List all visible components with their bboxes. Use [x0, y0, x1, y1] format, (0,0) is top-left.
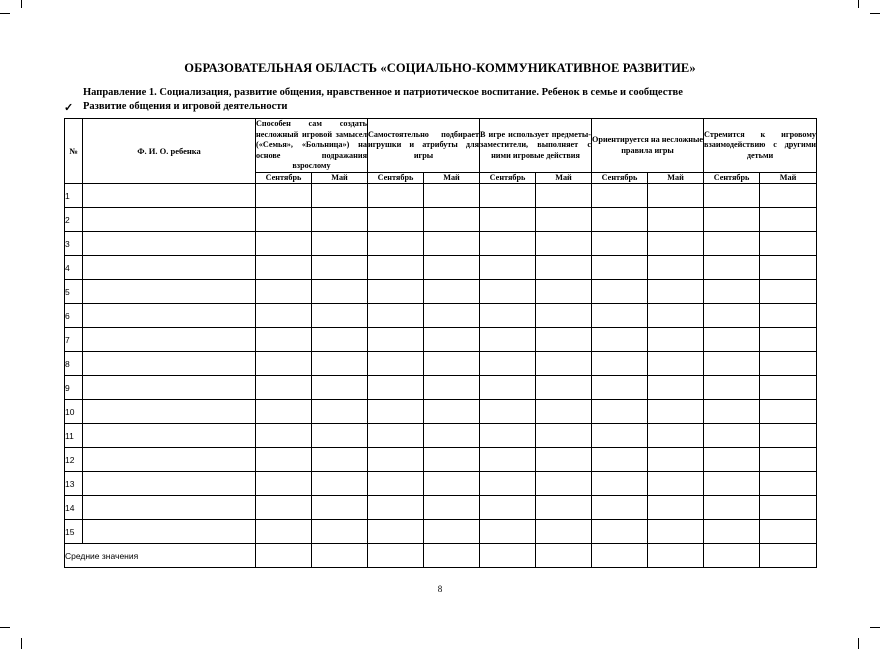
row-number: 5 — [65, 280, 83, 304]
row-number: 13 — [65, 472, 83, 496]
score-cell[interactable] — [704, 520, 760, 544]
score-cell[interactable] — [592, 280, 648, 304]
average-value-cell[interactable] — [536, 544, 592, 568]
column-header-number: № — [65, 119, 83, 184]
score-cell[interactable] — [424, 376, 480, 400]
score-cell[interactable] — [760, 232, 817, 256]
score-cell[interactable] — [760, 256, 817, 280]
score-cell[interactable] — [536, 424, 592, 448]
score-cell[interactable] — [648, 496, 704, 520]
score-cell[interactable] — [760, 424, 817, 448]
score-cell[interactable] — [760, 304, 817, 328]
score-cell[interactable] — [704, 424, 760, 448]
score-cell[interactable] — [536, 352, 592, 376]
score-cell[interactable] — [312, 304, 368, 328]
score-cell[interactable] — [592, 448, 648, 472]
score-cell[interactable] — [424, 280, 480, 304]
score-cell[interactable] — [256, 520, 312, 544]
score-cell[interactable] — [592, 400, 648, 424]
score-cell[interactable] — [368, 424, 424, 448]
score-cell[interactable] — [704, 280, 760, 304]
score-cell[interactable] — [424, 496, 480, 520]
score-cell[interactable] — [480, 328, 536, 352]
month-header-september: Сентябрь — [592, 173, 648, 184]
score-cell[interactable] — [704, 376, 760, 400]
checkmark-icon: ✓ — [64, 102, 74, 114]
average-value-cell[interactable] — [592, 544, 648, 568]
score-cell[interactable] — [424, 520, 480, 544]
average-label: Средние значения — [65, 544, 256, 568]
table-row — [65, 280, 817, 304]
score-cell[interactable] — [592, 256, 648, 280]
column-header-name: Ф. И. О. ребенка — [83, 119, 256, 184]
score-cell[interactable] — [704, 400, 760, 424]
score-cell[interactable] — [256, 376, 312, 400]
score-cell[interactable] — [536, 496, 592, 520]
subsection-heading: Развитие общения и игровой деятельности — [83, 101, 288, 112]
score-cell[interactable] — [312, 280, 368, 304]
score-cell[interactable] — [256, 448, 312, 472]
average-value-cell[interactable] — [760, 544, 817, 568]
score-cell[interactable] — [648, 280, 704, 304]
average-value-cell[interactable] — [256, 544, 312, 568]
month-header-september: Сентябрь — [704, 173, 760, 184]
score-cell[interactable] — [648, 472, 704, 496]
child-name-cell[interactable] — [83, 304, 256, 328]
table-row — [65, 256, 817, 280]
score-cell[interactable] — [760, 472, 817, 496]
score-cell[interactable] — [536, 448, 592, 472]
score-cell[interactable] — [704, 448, 760, 472]
score-cell[interactable] — [480, 256, 536, 280]
score-cell[interactable] — [312, 424, 368, 448]
score-cell[interactable] — [312, 208, 368, 232]
child-name-cell[interactable] — [83, 496, 256, 520]
score-cell[interactable] — [648, 376, 704, 400]
row-number: 1 — [65, 184, 83, 208]
score-cell[interactable] — [312, 472, 368, 496]
score-cell[interactable] — [648, 352, 704, 376]
crop-mark — [858, 638, 859, 649]
score-cell[interactable] — [648, 328, 704, 352]
score-cell[interactable] — [536, 328, 592, 352]
score-cell[interactable] — [760, 400, 817, 424]
crop-mark — [0, 13, 10, 14]
score-cell[interactable] — [648, 448, 704, 472]
score-cell[interactable] — [368, 208, 424, 232]
score-cell[interactable] — [648, 208, 704, 232]
score-cell[interactable] — [704, 184, 760, 208]
score-cell[interactable] — [424, 256, 480, 280]
table-row — [65, 448, 817, 472]
score-cell[interactable] — [312, 352, 368, 376]
row-number: 3 — [65, 232, 83, 256]
average-value-cell[interactable] — [480, 544, 536, 568]
score-cell[interactable] — [536, 232, 592, 256]
score-cell[interactable] — [424, 232, 480, 256]
row-number: 4 — [65, 256, 83, 280]
table-row — [65, 232, 817, 256]
table-row — [65, 400, 817, 424]
page-number: 8 — [437, 584, 443, 594]
score-cell[interactable] — [312, 400, 368, 424]
score-cell[interactable] — [536, 304, 592, 328]
score-cell[interactable] — [256, 328, 312, 352]
row-number: 14 — [65, 496, 83, 520]
score-cell[interactable] — [536, 256, 592, 280]
child-name-cell[interactable] — [83, 328, 256, 352]
score-cell[interactable] — [760, 520, 817, 544]
score-cell[interactable] — [424, 208, 480, 232]
score-cell[interactable] — [592, 376, 648, 400]
score-cell[interactable] — [480, 208, 536, 232]
score-cell[interactable] — [424, 184, 480, 208]
score-cell[interactable] — [256, 424, 312, 448]
score-cell[interactable] — [480, 280, 536, 304]
table-row — [65, 376, 817, 400]
score-cell[interactable] — [424, 448, 480, 472]
score-cell[interactable] — [704, 256, 760, 280]
crop-mark — [21, 0, 22, 8]
score-cell[interactable] — [312, 520, 368, 544]
child-name-cell[interactable] — [83, 280, 256, 304]
score-cell[interactable] — [368, 232, 424, 256]
score-cell[interactable] — [480, 496, 536, 520]
month-header-may: Май — [536, 173, 592, 184]
score-cell[interactable] — [368, 400, 424, 424]
row-number: 11 — [65, 424, 83, 448]
score-cell[interactable] — [368, 472, 424, 496]
column-header-criterion: Самостоятельно подбирает игрушки и атрибуты для игры — [368, 119, 480, 173]
score-cell[interactable] — [424, 328, 480, 352]
child-name-cell[interactable] — [83, 520, 256, 544]
score-cell[interactable] — [760, 352, 817, 376]
month-header-may: Май — [312, 173, 368, 184]
score-cell[interactable] — [536, 208, 592, 232]
average-value-cell[interactable] — [648, 544, 704, 568]
score-cell[interactable] — [312, 376, 368, 400]
column-header-criterion: Способен сам создать несложный игровой замысел («Семья», «Больница») на основе подражания взрослому — [256, 119, 368, 173]
table-row — [65, 520, 817, 544]
score-cell[interactable] — [256, 496, 312, 520]
score-cell[interactable] — [760, 280, 817, 304]
score-cell[interactable] — [648, 256, 704, 280]
month-header-may: Май — [648, 173, 704, 184]
score-cell[interactable] — [704, 304, 760, 328]
child-name-cell[interactable] — [83, 232, 256, 256]
row-number: 7 — [65, 328, 83, 352]
score-cell[interactable] — [704, 208, 760, 232]
score-cell[interactable] — [256, 280, 312, 304]
score-cell[interactable] — [592, 496, 648, 520]
child-name-cell[interactable] — [83, 184, 256, 208]
score-cell[interactable] — [312, 328, 368, 352]
row-number: 9 — [65, 376, 83, 400]
row-number: 10 — [65, 400, 83, 424]
child-name-cell[interactable] — [83, 424, 256, 448]
score-cell[interactable] — [648, 400, 704, 424]
table-row — [65, 472, 817, 496]
score-cell[interactable] — [648, 424, 704, 448]
child-name-cell[interactable] — [83, 256, 256, 280]
score-cell[interactable] — [312, 256, 368, 280]
score-cell[interactable] — [312, 232, 368, 256]
score-cell[interactable] — [592, 328, 648, 352]
score-cell[interactable] — [480, 448, 536, 472]
assessment-table — [64, 118, 817, 568]
score-cell[interactable] — [368, 376, 424, 400]
score-cell[interactable] — [256, 184, 312, 208]
score-cell[interactable] — [648, 184, 704, 208]
score-cell[interactable] — [480, 352, 536, 376]
average-value-cell[interactable] — [368, 544, 424, 568]
score-cell[interactable] — [536, 520, 592, 544]
score-cell[interactable] — [592, 472, 648, 496]
score-cell[interactable] — [592, 352, 648, 376]
score-cell[interactable] — [760, 376, 817, 400]
score-cell[interactable] — [480, 424, 536, 448]
row-number: 15 — [65, 520, 83, 544]
score-cell[interactable] — [424, 400, 480, 424]
score-cell[interactable] — [648, 232, 704, 256]
column-header-criterion: Стремится к игровому взаимодействию с другими детьми — [704, 119, 817, 173]
score-cell[interactable] — [592, 208, 648, 232]
month-header-may: Май — [760, 173, 817, 184]
score-cell[interactable] — [256, 472, 312, 496]
row-number: 2 — [65, 208, 83, 232]
score-cell[interactable] — [368, 496, 424, 520]
score-cell[interactable] — [368, 280, 424, 304]
score-cell[interactable] — [536, 376, 592, 400]
child-name-cell[interactable] — [83, 376, 256, 400]
score-cell[interactable] — [592, 184, 648, 208]
score-cell[interactable] — [312, 496, 368, 520]
score-cell[interactable] — [704, 232, 760, 256]
score-cell[interactable] — [536, 184, 592, 208]
score-cell[interactable] — [256, 352, 312, 376]
score-cell[interactable] — [648, 304, 704, 328]
child-name-cell[interactable] — [83, 472, 256, 496]
score-cell[interactable] — [312, 448, 368, 472]
score-cell[interactable] — [480, 304, 536, 328]
score-cell[interactable] — [760, 496, 817, 520]
month-header-september: Сентябрь — [256, 173, 312, 184]
table-row — [65, 328, 817, 352]
score-cell[interactable] — [592, 424, 648, 448]
table-row — [65, 184, 817, 208]
score-cell[interactable] — [256, 232, 312, 256]
score-cell[interactable] — [368, 304, 424, 328]
direction-heading: Направление 1. Социализация, развитие общения, нравственное и патриотическое воспитание. Ребенок в семье и сообществе — [83, 87, 683, 98]
child-name-cell[interactable] — [83, 448, 256, 472]
table-row — [65, 304, 817, 328]
score-cell[interactable] — [480, 472, 536, 496]
score-cell[interactable] — [368, 256, 424, 280]
score-cell[interactable] — [536, 400, 592, 424]
score-cell[interactable] — [760, 208, 817, 232]
score-cell[interactable] — [368, 448, 424, 472]
crop-mark — [0, 627, 10, 628]
table-row — [65, 352, 817, 376]
score-cell[interactable] — [256, 304, 312, 328]
average-row — [65, 544, 817, 568]
table-row — [65, 496, 817, 520]
row-number: 6 — [65, 304, 83, 328]
row-number: 12 — [65, 448, 83, 472]
child-name-cell[interactable] — [83, 352, 256, 376]
score-cell[interactable] — [424, 472, 480, 496]
crop-mark — [870, 13, 880, 14]
table-row — [65, 424, 817, 448]
score-cell[interactable] — [536, 280, 592, 304]
score-cell[interactable] — [480, 376, 536, 400]
score-cell[interactable] — [424, 352, 480, 376]
row-number: 8 — [65, 352, 83, 376]
score-cell[interactable] — [760, 328, 817, 352]
page-title: ОБРАЗОВАТЕЛЬНАЯ ОБЛАСТЬ «СОЦИАЛЬНО-КОММУНИКАТИВНОЕ РАЗВИТИЕ» — [184, 61, 696, 75]
score-cell[interactable] — [704, 472, 760, 496]
score-cell[interactable] — [368, 520, 424, 544]
score-cell[interactable] — [256, 256, 312, 280]
score-cell[interactable] — [592, 304, 648, 328]
score-cell[interactable] — [480, 520, 536, 544]
child-name-cell[interactable] — [83, 208, 256, 232]
score-cell[interactable] — [480, 184, 536, 208]
score-cell[interactable] — [256, 400, 312, 424]
score-cell[interactable] — [368, 328, 424, 352]
score-cell[interactable] — [704, 352, 760, 376]
score-cell[interactable] — [312, 184, 368, 208]
score-cell[interactable] — [704, 328, 760, 352]
crop-mark — [21, 638, 22, 649]
average-value-cell[interactable] — [424, 544, 480, 568]
table-body — [65, 184, 817, 568]
month-header-may: Май — [424, 173, 480, 184]
month-header-september: Сентябрь — [368, 173, 424, 184]
crop-mark — [858, 0, 859, 8]
score-cell[interactable] — [536, 472, 592, 496]
table-row — [65, 208, 817, 232]
score-cell[interactable] — [480, 232, 536, 256]
score-cell[interactable] — [592, 232, 648, 256]
average-value-cell[interactable] — [312, 544, 368, 568]
score-cell[interactable] — [256, 208, 312, 232]
score-cell[interactable] — [368, 352, 424, 376]
score-cell[interactable] — [592, 520, 648, 544]
column-header-criterion: В игре использует предметы-заместители, выполняет с ними игровые действия — [480, 119, 592, 173]
month-header-september: Сентябрь — [480, 173, 536, 184]
crop-mark — [870, 627, 880, 628]
score-cell[interactable] — [760, 184, 817, 208]
score-cell[interactable] — [424, 424, 480, 448]
average-value-cell[interactable] — [704, 544, 760, 568]
score-cell[interactable] — [424, 304, 480, 328]
score-cell[interactable] — [480, 400, 536, 424]
score-cell[interactable] — [368, 184, 424, 208]
score-cell[interactable] — [760, 448, 817, 472]
child-name-cell[interactable] — [83, 400, 256, 424]
score-cell[interactable] — [704, 496, 760, 520]
score-cell[interactable] — [648, 520, 704, 544]
column-header-criterion: Ориентируется на несложные правила игры — [592, 119, 704, 173]
